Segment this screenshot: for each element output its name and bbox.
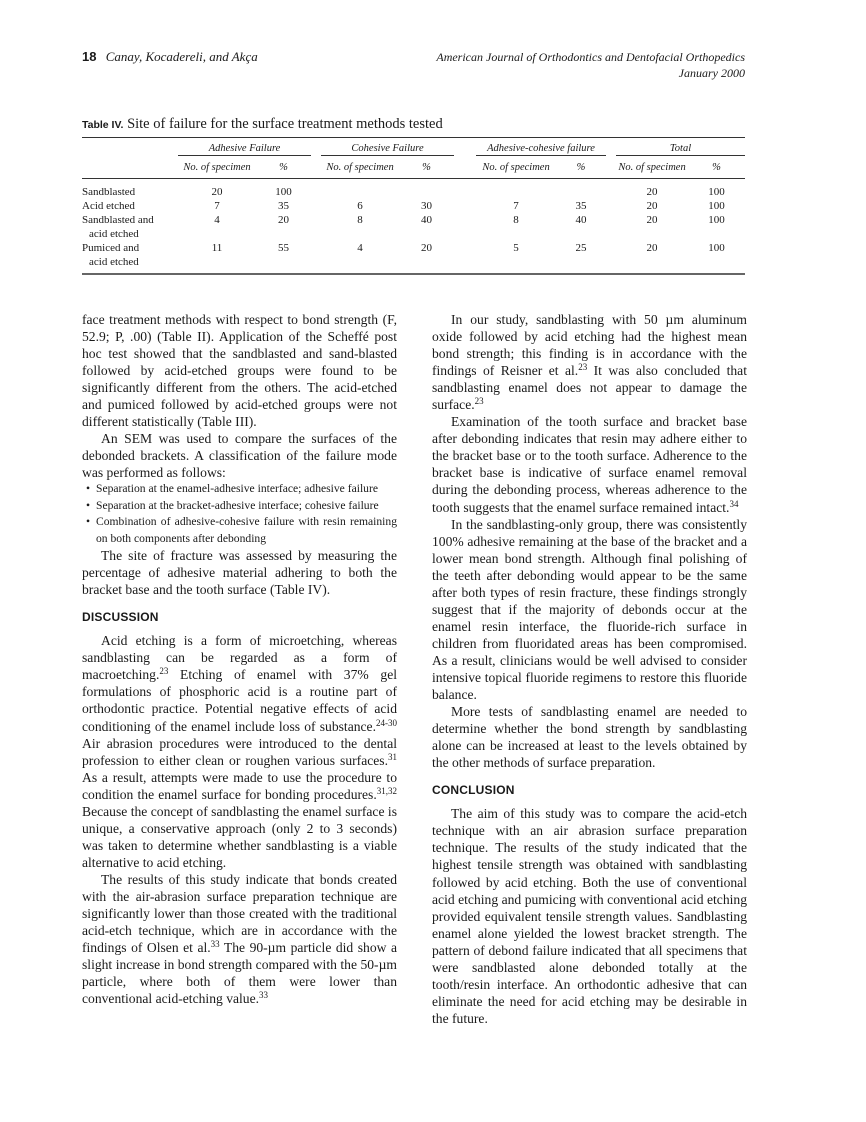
citation-superscript: 31: [388, 751, 397, 762]
list-item: • Separation at the bracket-adhesive interface; cohesive failure: [82, 498, 397, 514]
failure-site-table: [82, 137, 745, 275]
section-heading-discussion: DISCUSSION: [82, 610, 159, 625]
spacer: [454, 179, 476, 200]
row-label-line: acid etched: [89, 228, 139, 240]
failure-mode-list: [82, 481, 397, 547]
group-header: Adhesive Failure: [178, 138, 311, 156]
citation-superscript: 31,32: [376, 785, 397, 796]
table-cell: [399, 179, 454, 200]
spacer: [606, 179, 616, 200]
table-cell: 40: [421, 214, 433, 226]
table-cell: 20: [211, 186, 223, 198]
citation-superscript: 24-30: [376, 717, 397, 728]
text-run: Etching of enamel with 37% gel formulations of phosphoric acid is a routine part of orthodontic practice. Potential negative effects of acid conditioning of the enamel include loss of substance.: [82, 667, 397, 734]
table-cell: 35: [575, 200, 587, 212]
text-run: The results of this study indicate that bonds created with the air-abrasion surface preparation technique are significantly lower than those created with the traditional acid-etch technique, which are in accordance with the findings of Olsen et al.: [82, 871, 397, 956]
group-header: Adhesive-cohesive failure: [476, 138, 606, 156]
section-heading-conclusion: CONCLUSION: [432, 783, 515, 798]
subheader: No. of specimen: [321, 156, 399, 179]
text-run: face treatment methods with respect to bond strength (F, 52.9; P, .00) (Table II). Application of the Scheffé post hoc test showed that the sandblasted and sand-blasted followed by acid-etched groups were found to be significantly different from the others. The acid-etched and pumiced followed by acid-etched groups were not different statistically (Table III).: [82, 312, 397, 430]
table-cell: 8: [357, 214, 363, 226]
table-cell: 20: [646, 242, 658, 254]
paragraph: [432, 703, 747, 771]
table-cell: 100: [708, 186, 725, 198]
spacer: [311, 179, 321, 200]
row-label: [82, 199, 178, 213]
row-label-line: Pumiced and: [82, 242, 140, 254]
text-run: The aim of this study was to compare the acid-etch technique with an air abrasion surface preparation technique. The results of the study indicated that the highest tensile strength was obtained with sandblasting followed by acid etching. Both the use of conventional acid etching and pumicing with conventional acid etching provided equivalent tensile strength values. Sandblasting enamel alone yielded the lowest bracket strength. The pattern of debond failure indicated that all specimens that were sandblasted alone debonded totally at the tooth/resin interface. An orthodontic adhesive that can eliminate the need for acid etching may be desirable in the future.: [432, 806, 747, 1026]
list-item: • Separation at the enamel-adhesive interface; adhesive failure: [82, 481, 397, 497]
row-label: [82, 213, 178, 241]
table-cell: 11: [211, 242, 223, 254]
table-cell: 25: [575, 242, 587, 254]
subheader-row: [82, 156, 745, 179]
text-run: As a result, attempts were made to use the procedure to condition the enamel surface for bonding procedures.: [82, 769, 397, 802]
table-cell: 100: [708, 200, 725, 212]
paragraph: [82, 632, 397, 871]
table-cell: 30: [421, 200, 433, 212]
right-column: [432, 311, 747, 1027]
paragraph: [82, 871, 397, 1007]
text-run: The site of fracture was assessed by measuring the percentage of adhesive material adhering to both the bracket base and the tooth surface (Table IV).: [82, 548, 397, 598]
paragraph: [82, 311, 397, 430]
text-run: In our study, sandblasting with 50 µm aluminum oxide followed by acid etching had the highest mean bond strength; this finding is in accordance with the findings of Reisner et al.: [432, 312, 747, 379]
spacer: [454, 199, 476, 213]
row-label-line: acid etched: [89, 256, 139, 268]
table-cell: 5: [513, 242, 519, 254]
table-row: [82, 241, 745, 274]
subheader: No. of specimen: [178, 156, 256, 179]
running-header-right: [436, 49, 745, 81]
spacer: [606, 213, 616, 241]
spacer: [311, 213, 321, 241]
table-cell: 100: [708, 242, 725, 254]
spacer: [606, 199, 616, 213]
table-cell: [556, 179, 606, 200]
text-run: More tests of sandblasting enamel are needed to determine whether the bond strength by sandblasting alone can be increased at least to the levels obtained by the other methods of surface preparation.: [432, 704, 747, 771]
group-header: Total: [616, 138, 745, 156]
text-run: Air abrasion procedures were introduced to the dental profession to either clean or roughen various surfaces.: [82, 735, 397, 768]
spacer: [454, 213, 476, 241]
table-cell: 20: [278, 214, 289, 226]
table-cell: 40: [575, 214, 587, 226]
table-cell: [476, 179, 556, 200]
table-cell: 4: [214, 214, 220, 226]
subheader: No. of specimen: [616, 156, 688, 179]
table-cell: 20: [646, 186, 658, 198]
text-run: The 90-µm particle did show a slight increase in bond strength compared with the 50-µm particle, where both of them were lower than conventional acid-etching value.: [82, 940, 397, 1007]
table-label: Table IV.: [82, 119, 124, 131]
journal-name: American Journal of Orthodontics and Dentofacial Orthopedics: [436, 50, 745, 64]
spacer: [311, 199, 321, 213]
text-run: It was also concluded that sandblasting enamel does not appear to damage the surface.: [432, 363, 747, 413]
table-cell: 35: [278, 200, 289, 212]
spacer: [311, 241, 321, 274]
table-cell: 6: [357, 200, 363, 212]
citation-superscript: 34: [729, 498, 739, 509]
paragraph: [82, 547, 397, 598]
table-row: [82, 199, 745, 213]
subheader: No. of specimen: [476, 156, 556, 179]
text-run: Examination of the tooth surface and bracket base after debonding indicates that resin may adhere either to the bracket base or to the tooth surface. Adherence to the bracket base is indicative of surface enamel removal during the debonding process, whereas adherence to the tooth suggests that the enamel surface remained intact.: [432, 414, 747, 515]
table-cell: 100: [708, 214, 725, 226]
citation-superscript: 23: [159, 666, 169, 677]
subheader: %: [256, 156, 311, 179]
page-number: 18: [82, 49, 97, 64]
table-row: [82, 213, 745, 241]
row-label-line: Acid etched: [82, 200, 135, 212]
table-cell: 8: [513, 214, 519, 226]
group-header-row: [82, 138, 745, 156]
table-row: [82, 179, 745, 200]
paragraph: [432, 516, 747, 704]
table-title: Site of failure for the surface treatment methods tested: [127, 116, 443, 132]
row-label-line: Sandblasted and: [82, 214, 154, 226]
subheader: %: [688, 156, 745, 179]
table-caption: [82, 116, 443, 133]
table-cell: 20: [646, 200, 658, 212]
row-label-line: Sandblasted: [82, 186, 136, 198]
paragraph: [432, 413, 747, 515]
running-header-left: [82, 49, 258, 65]
spacer: [454, 241, 476, 274]
table-cell: 100: [275, 186, 292, 198]
paragraph: [82, 430, 397, 481]
text-run: Because the concept of sandblasting the enamel surface is unique, a conservative approach (only 2 to 3 seconds) was taken to determine whether sandblasting is a viable alternative to acid etching.: [82, 803, 397, 870]
citation-superscript: 33: [259, 990, 269, 1001]
table-cell: 7: [513, 200, 519, 212]
table-cell: 7: [214, 200, 220, 212]
list-item: • Combination of adhesive-cohesive failure with resin remaining on both components after debonding: [82, 514, 397, 547]
subheader: %: [399, 156, 454, 179]
authors: Canay, Kocadereli, and Akça: [105, 49, 258, 64]
citation-superscript: 23: [578, 362, 588, 373]
citation-superscript: 23: [474, 396, 484, 407]
subheader: %: [556, 156, 606, 179]
paragraph: [432, 311, 747, 413]
group-header: Cohesive Failure: [321, 138, 454, 156]
table-cell: 4: [357, 242, 363, 254]
spacer: [606, 241, 616, 274]
table-cell: [321, 179, 399, 200]
text-run: An SEM was used to compare the surfaces of the debonded brackets. A classification of the failure mode was performed as follows:: [82, 431, 397, 481]
left-column: [82, 311, 397, 1007]
citation-superscript: 33: [210, 939, 220, 950]
issue-date: January 2000: [678, 66, 745, 80]
table-cell: 55: [278, 242, 289, 254]
paragraph: [432, 805, 747, 1027]
text-run: Acid etching is a form of microetching, whereas sandblasting can be regarded as a form of macroetching.: [82, 633, 397, 683]
text-run: In the sandblasting-only group, there was consistently 100% adhesive remaining at the base of the bracket and a lower mean bond strength. Although final polishing of the teeth after debonding would appear to be the same after both types of resin fracture, these findings strongly suggest that if the majority of debonds occur at the enamel resin interface, the fluoride-rich surface in children from fluoridated areas has been compromised. As a result, clinicians would be well advised to consider intensive topical fluoride regimens to restore this fluoride balance.: [432, 516, 747, 703]
table-cell: 20: [646, 214, 658, 226]
table-cell: 20: [421, 242, 433, 254]
row-label: [82, 241, 178, 274]
row-label: [82, 179, 178, 200]
